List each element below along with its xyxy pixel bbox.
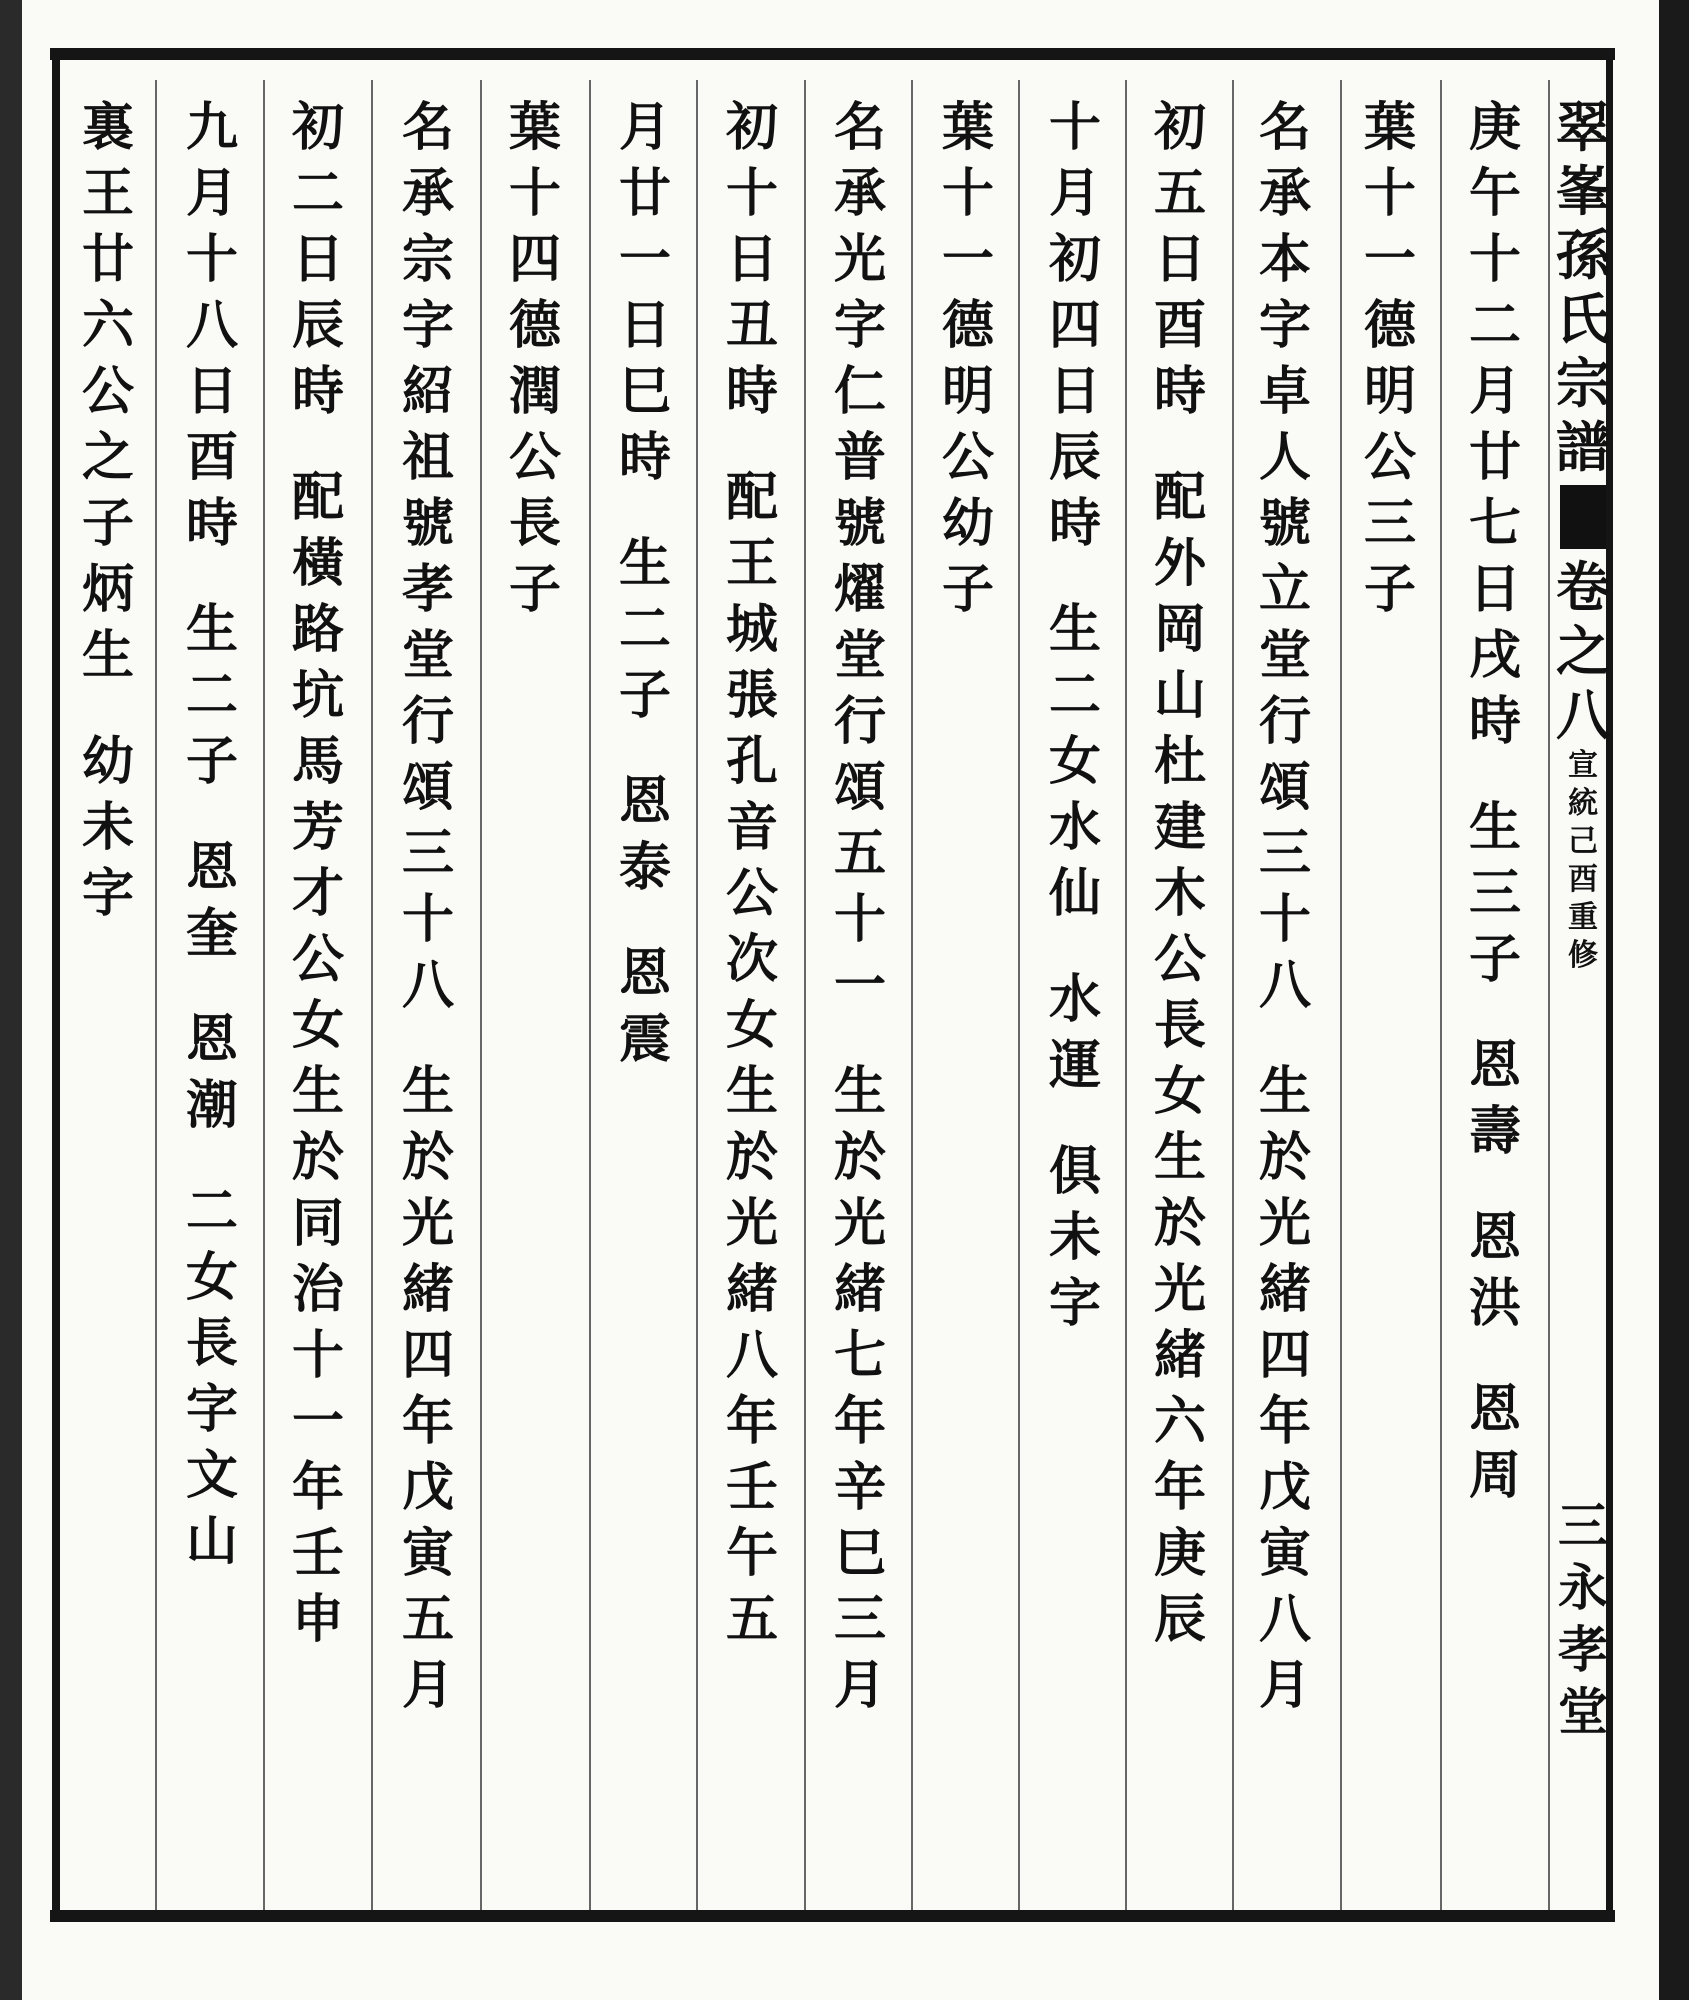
column-text: 俱 未 字 xyxy=(1048,1141,1101,1334)
column-text: 恩 洪 xyxy=(1468,1207,1521,1334)
column-text: 名 承 宗 字 紹 祖 號 孝 堂 行 頌 三 十 八 xyxy=(401,97,454,1016)
fish-tail-mark xyxy=(1560,485,1606,549)
frame-top-border xyxy=(50,48,1615,60)
frame-bottom-border xyxy=(50,1910,1615,1922)
column-text: 恩 泰 xyxy=(618,771,671,898)
text-column xyxy=(712,95,792,1653)
column-heading: 葉 十 一 德 明 公 幼 子 xyxy=(941,97,994,620)
column-text: 生 二 子 xyxy=(185,599,238,792)
column-text: 生 二 子 xyxy=(618,533,671,726)
text-column xyxy=(928,95,1008,623)
column-text: 配 橫 路 坑 馬 芳 才 公 女 生 於 同 治 十 一 年 壬 申 xyxy=(291,467,344,1650)
column-text: 生 於 光 緒 四 年 戊 寅 五 月 xyxy=(401,1061,454,1716)
column-text: 裏 王 廿 六 公 之 子 炳 生 xyxy=(81,97,134,686)
book-right-edge xyxy=(1659,0,1689,2000)
column-text: 初 二 日 辰 時 xyxy=(291,97,344,422)
column-text: 配 王 城 張 孔 音 公 次 女 生 於 光 緒 八 年 壬 午 五 xyxy=(725,467,778,1650)
volume-label: 卷 之 八 xyxy=(1556,555,1610,747)
column-text: 九 月 十 八 日 酉 時 xyxy=(185,97,238,554)
text-column xyxy=(1350,95,1430,623)
column-text: 恩 壽 xyxy=(1468,1035,1521,1162)
column-rule xyxy=(804,80,806,1910)
column-rule xyxy=(1548,80,1550,1910)
book-title: 翠 峯 孫 氏 宗 譜 xyxy=(1556,95,1610,479)
column-text: 恩 周 xyxy=(1468,1379,1521,1506)
column-text: 生 二 女 水 仙 xyxy=(1048,599,1101,924)
column-rule xyxy=(696,80,698,1910)
column-rule xyxy=(480,80,482,1910)
column-text: 水 運 xyxy=(1048,969,1101,1096)
text-column xyxy=(172,95,252,1575)
column-rule xyxy=(1125,80,1127,1910)
column-text: 名 承 本 字 卓 人 號 立 堂 行 頌 三 十 八 xyxy=(1258,97,1311,1016)
column-rule xyxy=(1232,80,1234,1910)
column-rule xyxy=(263,80,265,1910)
column-text: 恩 奎 xyxy=(185,837,238,964)
column-text: 配 外 岡 山 杜 建 木 公 長 女 生 於 光 緒 六 年 庚 辰 xyxy=(1153,467,1206,1650)
column-text: 幼 未 字 xyxy=(81,731,134,924)
text-column xyxy=(1455,95,1535,1509)
book-header-column xyxy=(1555,95,1611,1743)
text-column xyxy=(1035,95,1115,1337)
text-column xyxy=(495,95,575,623)
text-column xyxy=(1245,95,1325,1719)
text-column xyxy=(68,95,148,927)
column-heading: 葉 十 四 德 潤 公 長 子 xyxy=(508,97,561,620)
frame-left-border xyxy=(52,60,60,1920)
column-text: 生 於 光 緒 七 年 辛 巳 三 月 xyxy=(833,1061,886,1716)
text-column xyxy=(605,95,685,1073)
column-text: 初 十 日 丑 時 xyxy=(725,97,778,422)
text-column xyxy=(1140,95,1220,1653)
column-text: 生 三 子 xyxy=(1468,797,1521,990)
column-text: 初 五 日 酉 時 xyxy=(1153,97,1206,422)
column-text: 月 廿 一 日 巳 時 xyxy=(618,97,671,488)
column-rule xyxy=(371,80,373,1910)
column-text: 十 月 初 四 日 辰 時 xyxy=(1048,97,1101,554)
column-rule xyxy=(1440,80,1442,1910)
text-column xyxy=(388,95,468,1719)
column-rule xyxy=(1018,80,1020,1910)
column-rule xyxy=(1340,80,1342,1910)
column-heading: 葉 十 一 德 明 公 三 子 xyxy=(1363,97,1416,620)
column-text: 庚 午 十 二 月 廿 七 日 戌 時 xyxy=(1468,97,1521,752)
column-text: 生 於 光 緒 四 年 戊 寅 八 月 xyxy=(1258,1061,1311,1716)
column-text: 二 女 長 字 文 山 xyxy=(185,1181,238,1572)
text-column xyxy=(278,95,358,1653)
text-column xyxy=(820,95,900,1719)
column-text: 恩 震 xyxy=(618,943,671,1070)
publisher-label: 三 永 孝 堂 xyxy=(1558,1496,1608,1741)
edition-label: 宣 統 己 酉 重 修 xyxy=(1568,748,1598,973)
column-rule xyxy=(911,80,913,1910)
column-text: 恩 潮 xyxy=(185,1009,238,1136)
column-text: 名 承 光 字 仁 普 號 燿 堂 行 頌 五 十 一 xyxy=(833,97,886,1016)
column-rule xyxy=(155,80,157,1910)
book-spine-edge xyxy=(0,0,22,2000)
column-rule xyxy=(589,80,591,1910)
